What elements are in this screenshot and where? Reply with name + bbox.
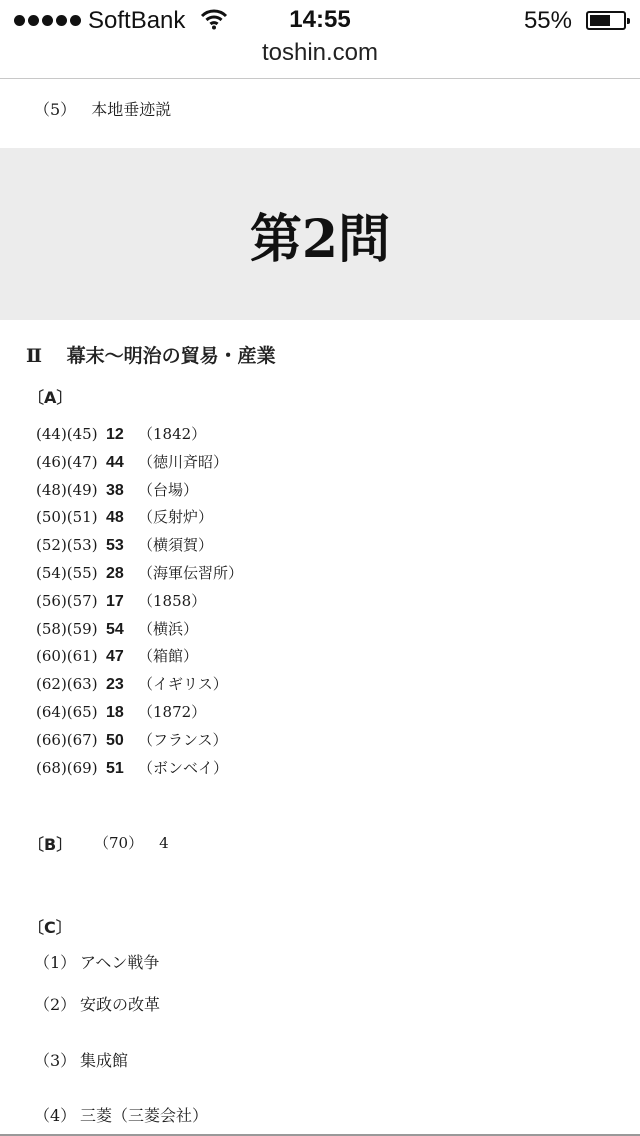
- answer-value: 54: [106, 620, 124, 638]
- answer-row: [36, 448, 243, 476]
- answer-value: 23: [106, 676, 124, 694]
- answer-number: (58)(59): [36, 619, 98, 638]
- part-a-label: 〔A〕: [28, 388, 73, 407]
- answer-number: (44)(45): [36, 425, 98, 443]
- item-number: （2）: [34, 995, 77, 1014]
- answer-note: （1872）: [138, 702, 207, 721]
- answer-value: 47: [106, 648, 124, 666]
- battery-percentage: 55%: [523, 7, 572, 34]
- part-b-number: （70）: [94, 834, 144, 852]
- answer-row: [36, 587, 243, 615]
- battery-icon: [586, 11, 626, 30]
- answer-row: [36, 670, 243, 698]
- answer-note: （1858）: [138, 591, 207, 610]
- answer-row: [36, 503, 243, 531]
- answer-value: 53: [106, 537, 124, 555]
- answer-value: 48: [106, 509, 124, 527]
- part-c-label: 〔C〕: [28, 918, 72, 937]
- clock: 14:55: [289, 6, 351, 33]
- part-c-item: [34, 992, 160, 1015]
- item-number: （5）: [34, 100, 77, 119]
- answer-row: [36, 726, 243, 754]
- answer-number: (54)(55): [36, 563, 98, 582]
- part-c-item: [34, 1103, 208, 1126]
- answer-note: （イギリス）: [138, 675, 228, 694]
- answer-note: （ボンベイ）: [138, 758, 229, 777]
- answer-row: [36, 476, 243, 504]
- answer-note: （反射炉）: [138, 508, 214, 527]
- answer-value: 44: [106, 453, 124, 471]
- answer-value: 51: [106, 759, 124, 777]
- answer-number: (68)(69): [36, 758, 98, 777]
- item-number: （3）: [34, 1051, 77, 1070]
- answer-number: (46)(47): [36, 452, 98, 471]
- answer-note: （海軍伝習所）: [138, 563, 244, 582]
- item-text: 集成館: [80, 1051, 129, 1070]
- item-text: 三菱（三菱会社）: [80, 1106, 209, 1125]
- answer-value: 12: [106, 426, 124, 443]
- address-bar[interactable]: toshin.com: [0, 40, 640, 79]
- answer-number: (50)(51): [36, 508, 98, 527]
- section-title-text: 幕末～明治の貿易・産業: [66, 345, 276, 367]
- section-title: [26, 341, 276, 368]
- answer-row: [36, 754, 243, 782]
- answer-note: （1842）: [138, 425, 207, 443]
- section-numeral: Ⅱ: [26, 345, 43, 367]
- answer-note: （フランス）: [138, 730, 228, 749]
- carrier-name: SoftBank: [88, 7, 186, 34]
- part-c-item: [34, 1048, 128, 1071]
- part-a-answer-list: [36, 420, 243, 781]
- answer-note: （箱館）: [138, 647, 199, 666]
- item-text: アヘン戦争: [80, 953, 160, 972]
- part-b-value: 4: [159, 834, 169, 852]
- status-bar: [0, 0, 640, 40]
- answer-value: 38: [106, 481, 124, 499]
- answer-value: 18: [106, 703, 124, 721]
- answer-row: [36, 698, 243, 726]
- part-b-label: 〔B〕: [28, 835, 73, 854]
- answer-number: (56)(57): [36, 591, 98, 610]
- item-number: （1）: [34, 953, 77, 972]
- item-text: 本地垂迹説: [91, 100, 172, 119]
- answer-number: (52)(53): [36, 536, 98, 555]
- answer-note: （徳川斉昭）: [138, 452, 229, 471]
- item-number: （4）: [34, 1106, 77, 1125]
- question-heading: 第2問: [249, 208, 391, 270]
- item-text: 安政の改革: [80, 995, 161, 1014]
- answer-number: (62)(63): [36, 675, 98, 694]
- answer-number: (60)(61): [36, 647, 98, 666]
- answer-row: [36, 420, 243, 448]
- answer-row: [36, 642, 243, 670]
- answer-note: （台場）: [138, 480, 199, 499]
- answer-value: 28: [106, 564, 124, 582]
- answer-number: (66)(67): [36, 730, 98, 749]
- answer-item: [34, 97, 171, 120]
- answer-note: （横須賀）: [138, 536, 214, 555]
- answer-row: [36, 559, 243, 587]
- answer-number: (48)(49): [36, 480, 98, 499]
- answer-value: 50: [106, 731, 124, 749]
- part-c-item: [34, 950, 159, 973]
- answer-note: （横浜）: [138, 619, 199, 638]
- answer-number: (64)(65): [36, 702, 98, 721]
- answer-row: [36, 531, 243, 559]
- answer-row: [36, 615, 243, 643]
- answer-value: 17: [106, 592, 124, 610]
- part-b-answer: [94, 832, 169, 853]
- question-banner: [0, 148, 640, 320]
